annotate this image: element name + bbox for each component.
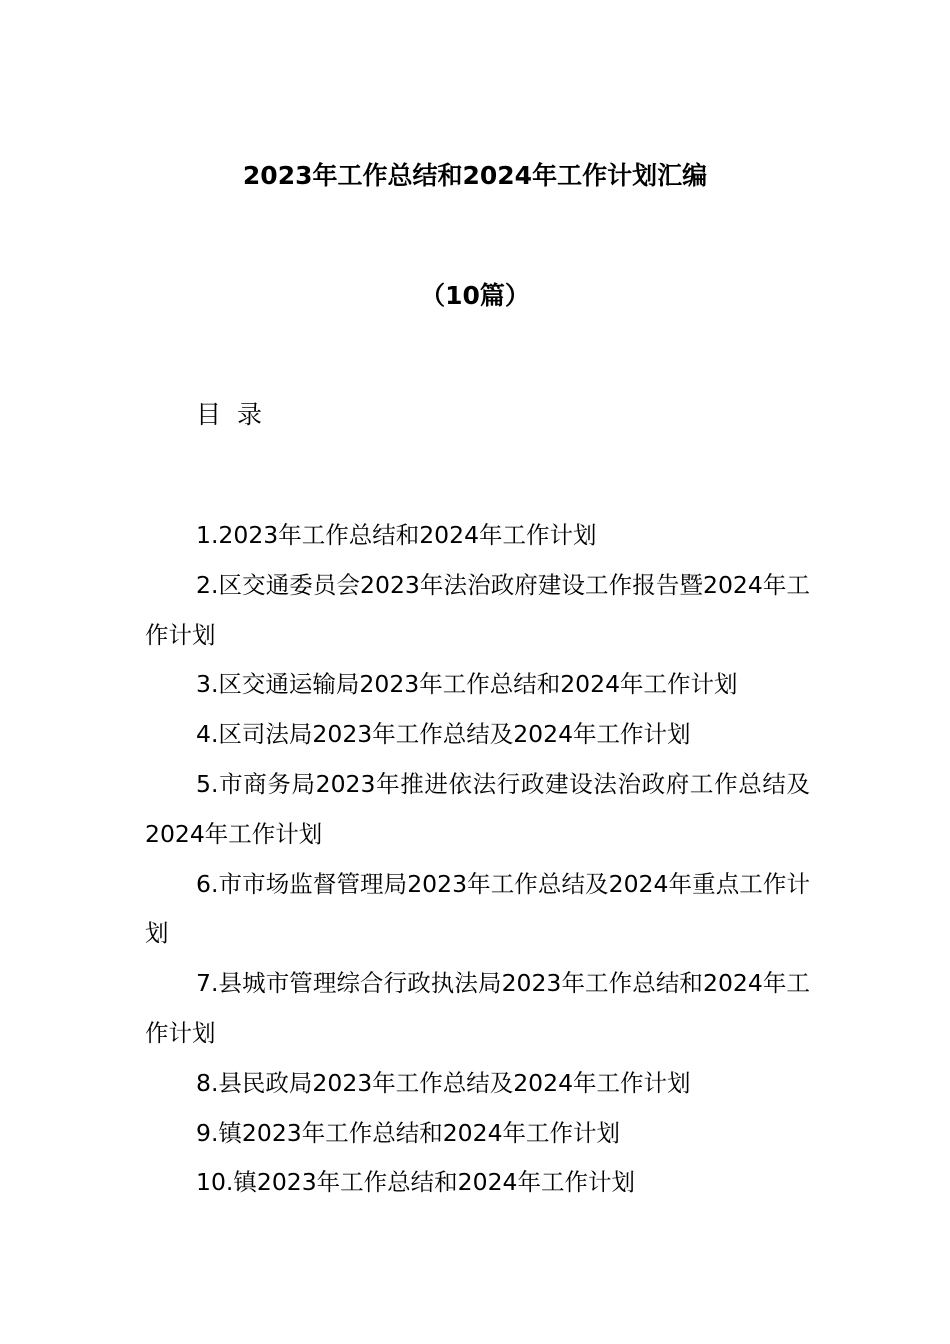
toc-item-10: 10.镇2023年工作总结和2024年工作计划 — [196, 1168, 635, 1197]
table-of-contents — [145, 511, 810, 1208]
toc-item-5: 5.市商务局2023年推进依法行政建设法治政府工作总结及2024年工作计划 — [145, 769, 810, 848]
document-title: 2023年工作总结和2024年工作计划汇编 — [242, 161, 708, 190]
toc-item-2: 2.区交通委员会2023年法治政府建设工作报告暨2024年工作计划 — [145, 570, 810, 649]
toc-item-4: 4.区司法局2023年工作总结及2024年工作计划 — [196, 720, 691, 749]
toc-item-6: 6.市市场监督管理局2023年工作总结及2024年重点工作计划 — [145, 869, 810, 948]
toc-item-1: 1.2023年工作总结和2024年工作计划 — [196, 521, 597, 549]
document-subtitle: （10篇） — [420, 281, 530, 310]
toc-item-8: 8.县民政局2023年工作总结及2024年工作计划 — [196, 1068, 691, 1097]
toc-item-3: 3.区交通运输局2023年工作总结和2024年工作计划 — [196, 670, 738, 699]
toc-item-7: 7.县城市管理综合行政执法局2023年工作总结和2024年工作计划 — [145, 969, 810, 1047]
toc-item-9: 9.镇2023年工作总结和2024年工作计划 — [196, 1118, 621, 1147]
toc-heading: 目 录 — [196, 400, 266, 429]
